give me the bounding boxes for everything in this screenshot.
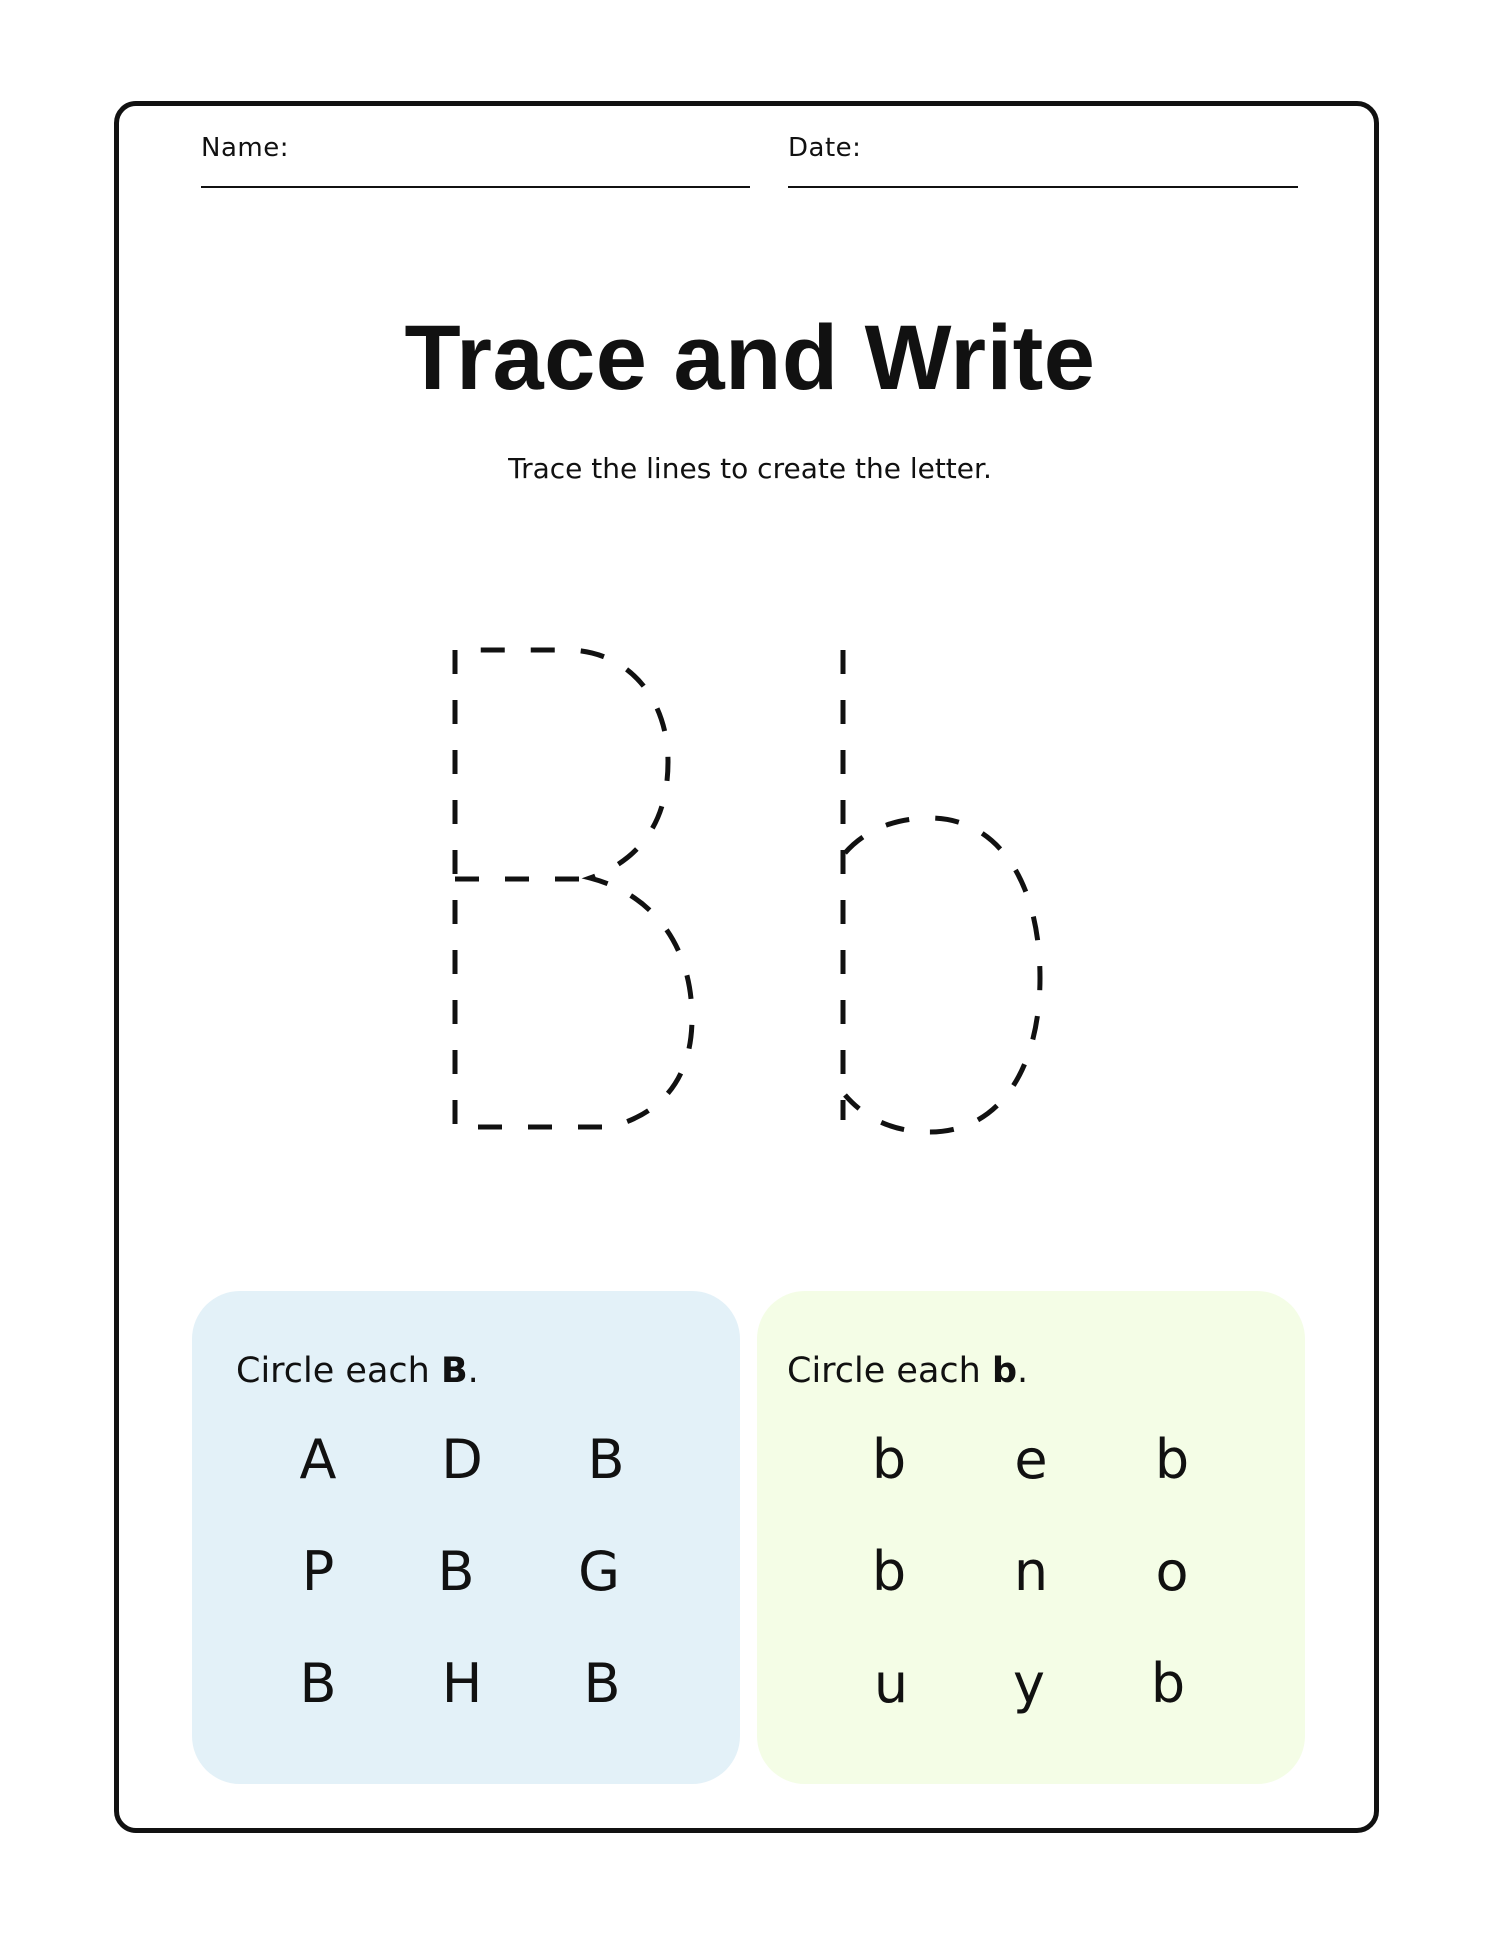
circle-uppercase-panel [192, 1291, 740, 1784]
letter-option[interactable]: B [583, 1652, 621, 1715]
letter-option[interactable]: B [299, 1652, 337, 1715]
letter-option[interactable]: D [441, 1428, 483, 1491]
letter-option[interactable]: b [1150, 1652, 1186, 1715]
letter-option[interactable]: B [587, 1428, 625, 1491]
letter-option[interactable]: b [871, 1428, 907, 1491]
circle-lowercase-panel [757, 1291, 1305, 1784]
letter-option[interactable]: b [871, 1540, 907, 1603]
letter-option[interactable]: H [441, 1652, 483, 1715]
letter-tracing-area[interactable] [420, 630, 1080, 1150]
letter-option[interactable]: y [1013, 1652, 1045, 1715]
lowercase-b-trace[interactable] [843, 650, 1040, 1132]
letter-option[interactable]: u [873, 1652, 909, 1715]
page-subtitle: Trace the lines to create the letter. [508, 452, 992, 485]
page-title: Trace and Write [404, 307, 1096, 409]
letter-option[interactable]: n [1013, 1540, 1049, 1603]
letter-option[interactable]: G [578, 1540, 620, 1603]
name-line[interactable] [201, 186, 750, 188]
letter-option[interactable]: A [299, 1428, 337, 1491]
letter-option[interactable]: B [437, 1540, 475, 1603]
date-line[interactable] [788, 186, 1298, 188]
letter-option[interactable]: P [301, 1540, 335, 1603]
letter-option[interactable]: o [1155, 1540, 1189, 1603]
letter-option[interactable]: e [1014, 1428, 1048, 1491]
circle-lowercase-prompt: Circle each b. [787, 1351, 1029, 1391]
name-label: Name: [201, 133, 289, 163]
circle-uppercase-prompt: Circle each B. [236, 1351, 479, 1391]
letter-option[interactable]: b [1154, 1428, 1190, 1491]
uppercase-b-trace[interactable] [455, 650, 692, 1127]
date-label: Date: [788, 133, 862, 163]
